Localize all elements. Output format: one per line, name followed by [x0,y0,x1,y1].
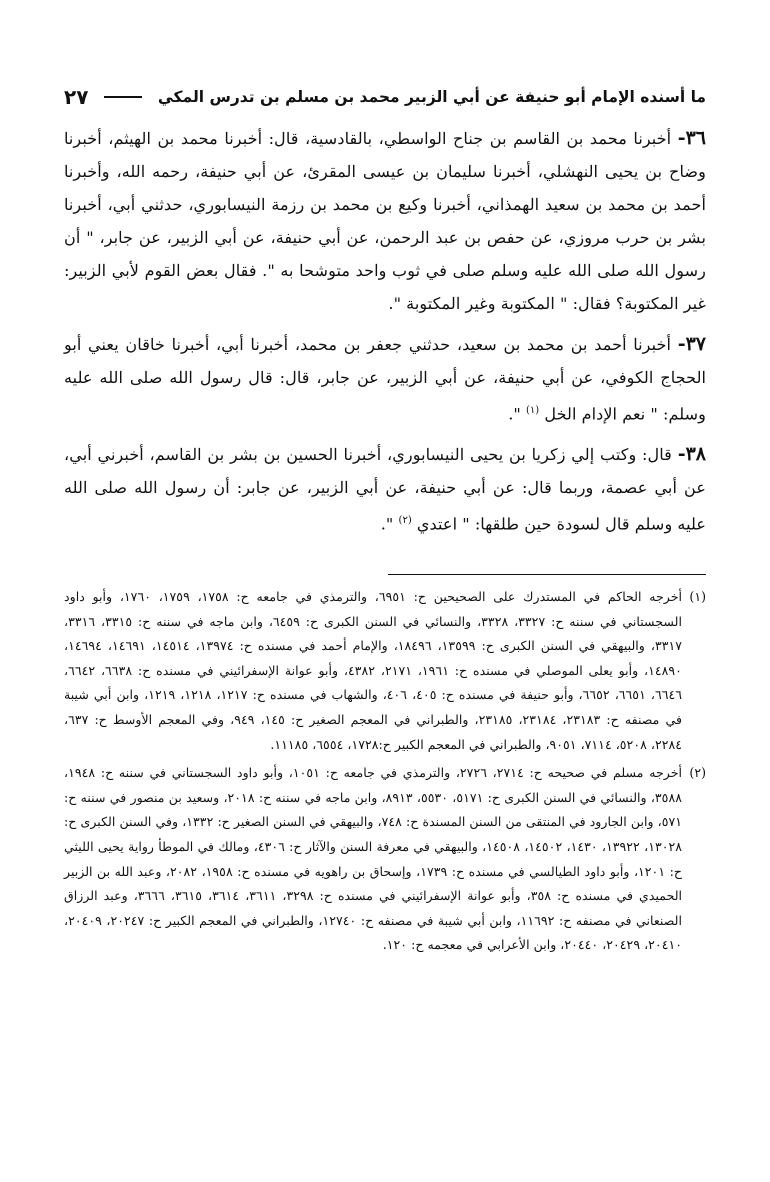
hadith-text: أخبرنا محمد بن القاسم بن جناح الواسطي، بالقادسية، قال: أخبرنا محمد بن الهيثم، أخبرنا وضاح بن يحيى النهشلي، أخبرنا سليمان بن عيسى المقرئ، عن أبي حنيفة، رحمه الله، وأخبرنا أحمد بن محمد بن سعيد الهمذاني، أخبرنا وكيع بن محمد بن رزمة النيسابوري، حدثني أبي، أخبرنا بشر بن حرب مروزي، عن حفص بن عبد الرحمن، عن أبي حنيفة، عن أبي الزبير، عن جابر، " أن رسول الله صلى الله عليه وسلم صلى في ثوب واحد متوشحا به ". فقال بعض القوم لأبي الزبير: غير المكتوبة؟ فقال: " المكتوبة وغير المكتوبة ". [64,129,706,313]
running-title: ما أسنده الإمام أبو حنيفة عن أبي الزبير محمد بن مسلم بن تدرس المكي [157,88,706,106]
footnote-label: (٢) [689,765,706,781]
footnote-separator [388,574,706,575]
hadith-text: أخبرنا أحمد بن محمد بن سعيد، حدثني جعفر بن محمد، أخبرنا أبي، أخبرنا خاقان يعني أبو الحجاج الكوفي، عن أبي حنيفة، عن أبي الزبير، عن جابر، قال: قال رسول الله صلى الله عليه وسلم: " نعم الإدام الخل [64,335,706,424]
hadith-tail: ". [380,514,394,534]
page-number: ٢٧ [64,85,89,109]
footnote-marker[interactable]: (١) [525,405,540,416]
hadith-38 [64,438,706,540]
footnote-label: (١) [689,589,706,604]
hadith-37 [64,328,706,430]
page-header [64,82,706,112]
footnote-1 [64,585,706,757]
footnotes [64,585,706,962]
hadith-tail: ". [508,404,521,424]
header-rule [104,96,141,98]
hadith-number: ٣٨- [677,443,706,466]
hadith-number: ٣٧- [677,333,707,355]
hadith-36 [64,122,706,320]
main-text [64,122,706,549]
hadith-number: ٣٦- [677,127,706,149]
footnote-text: أخرجه الحاكم في المستدرك على الصحيحين ح: ٦٩٥١، والترمذي في جامعه ح: ١٧٥٨، ١٧٥٩، ١٧٦٠، وأبو داود السجستاني في سننه ح: ٣٣٢٧، ٣٣٢٨، والنسائي في السنن الكبرى ح: ٦٤٥٩، وابن ماجه في سننه ح: ٣٣١٥، ٣٣١٦، ٣٣١٧، والبيهقي في السنن الكبرى ح: ١٣٥٩٩، ١٨٤٩٦، والإمام أحمد في مسنده ح: ١٣٩٧٤، ١٤٥١٤، ١٤٦٩١، ١٤٦٩٤، ١٤٨٩٠، وأبو يعلى الموصلي في مسنده ح: ١٩٦١، ٢١٧١، ٤٣٨٢، وأبو عوانة الإسفرائيني في مسنده ح: ٦٦٣٨، ٦٦٤٢، ٦٦٤٦، ٦٦٥١، ٦٦٥٢، وأبو حنيفة في مسنده ح: ٤٠٥، ٤٠٦، والشهاب في مسنده ح: ١٢١٧، ١٢١٨، ١٢١٩، وابن أبي شيبة في مصنفه ح: ٢٣١٨٣، ٢٣١٨٤، ٢٣١٨٥، والطبراني في المعجم الصغير ح: ١٤٥، ٩٤٩، وفي المعجم الأوسط ح: ٦٣٧، ٢٢٨٤، ٥٢٠٨، ٧١١٤، ٩٠٥١، والطبراني في المعجم الكبير ح:١٧٢٨، ٦٥٥٤، ١١١٨٥. [64,589,683,752]
footnote-2 [64,761,706,958]
footnote-marker[interactable]: (٢) [398,515,412,527]
footnote-text: أخرجه مسلم في صحيحه ح: ٢٧١٤، ٢٧٢٦، والترمذي في جامعه ح: ١٠٥١، وأبو داود السجستاني في سننه ح: ١٩٤٨، ٣٥٨٨، والنسائي في السنن الكبرى ح: ٥١٧١، ٥٥٣٠، ٨٩١٣، وابن ماجه في سننه ح: ٢٠١٨، وسعيد بن منصور في سننه ح: ٥٧١، وابن الجارود في المنتقى من السنن المسندة ح: ٧٤٨، والبيهقي في السنن الصغير ح: ١٣٣٢، وفي السنن الكبرى ح: ١٣٠٢٨، ١٣٩٢٢، ١٤٣٠، ١٤٥٠٢، ١٤٥٠٨، والبيهقي في معرفة السنن والآثار ح: ٤٣٠٦، ومالك في الموطأ رواية يحيى الليثي ح: ١٢٠١، وأبو داود الطيالسي في مسنده ح: ١٧٣٩، وإسحاق بن راهويه في مسنده ح: ١٩٥٨، ٢٠٨٢، وعبد الله بن الزبير الحميدي في مسنده ح: ٣٥٨، وأبو عوانة الإسفرائيني في مسنده ح: ٣٢٩٨، ٣٦١١، ٣٦١٤، ٣٦١٥، ٣٦٦٦، وعبد الرزاق الصنعاني في مصنفه ح: ١١٦٩٢، وابن أبي شيبة في مصنفه ح: ١٢٧٤٠، والطبراني في المعجم الكبير ح: ٢٠٢٤٧، ٢٠٤٠٩، ٢٠٤١٠، ٢٠٤٢٩، ٢٠٤٤٠، وابن الأعرابي في معجمه ح: ١٢٠. [64,765,683,953]
hadith-text: قال: وكتب إلي زكريا بن يحيى النيسابوري، أخبرنا الحسين بن بشر بن القاسم، أخبرني أبي، عن أبي عصمة، وربما قال: عن أبي حنيفة، عن أبي الزبير، عن جابر: أن رسول الله صلى الله عليه وسلم قال لسودة حين طلقها: " اعتدي [64,445,706,534]
